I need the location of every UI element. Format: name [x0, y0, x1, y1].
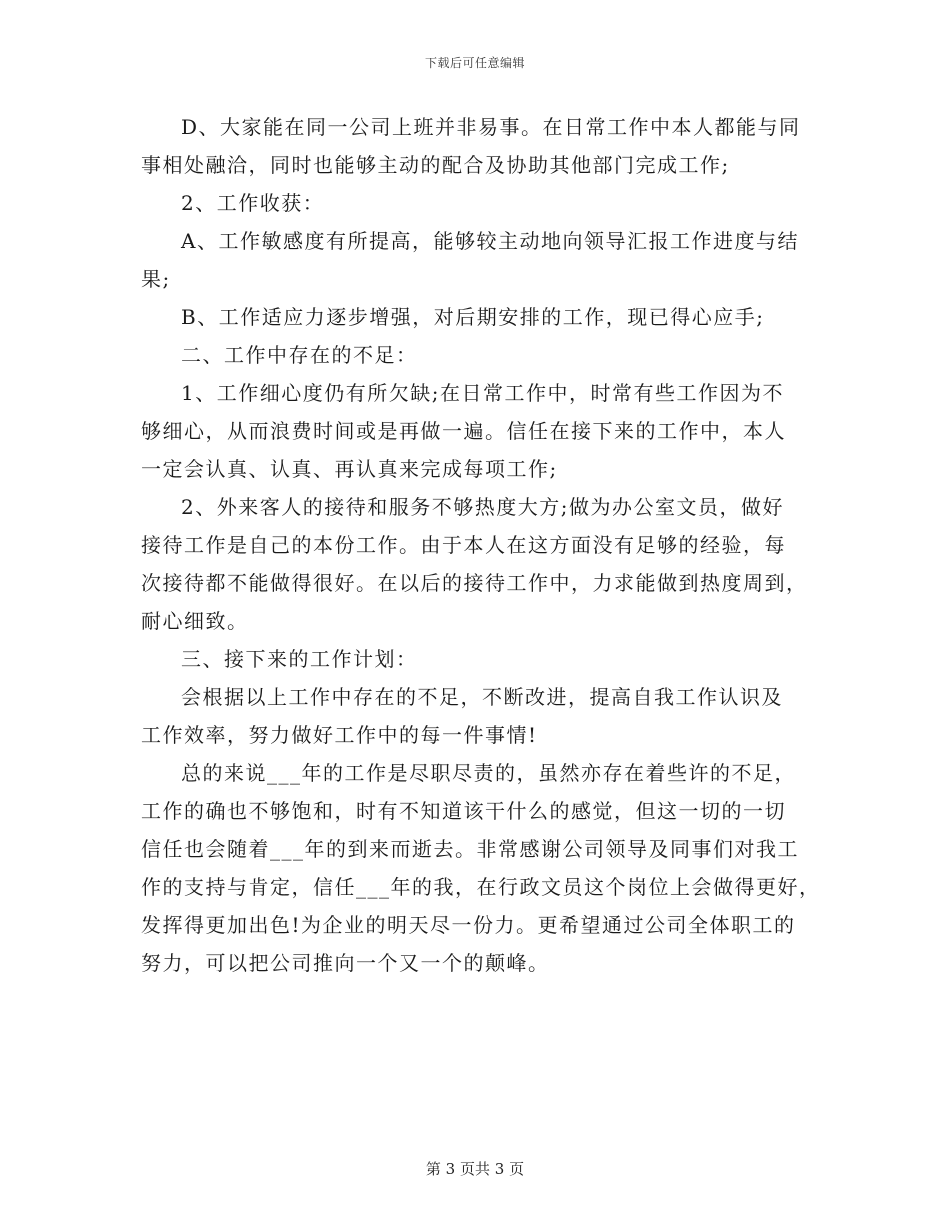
paragraph	[141, 640, 813, 678]
paragraph-line: 接待工作是自己的本份工作。由于本人在这方面没有足够的经验，每	[141, 533, 786, 557]
paragraph	[141, 184, 813, 222]
paragraph	[141, 336, 813, 374]
paragraph-line: 够细心，从而浪费时间或是再做一遍。信任在接下来的工作中，本人	[141, 419, 786, 443]
paragraph-line: 事相处融洽，同时也能够主动的配合及协助其他部门完成工作;	[141, 153, 730, 177]
paragraph-line: 信任也会随着___年的到来而逝去。非常感谢公司领导及同事们对我工	[141, 837, 799, 861]
paragraph-line: 发挥得更加出色!为企业的明天尽一份力。更希望通过公司全体职工的	[141, 913, 796, 937]
paragraph-line: 二、工作中存在的不足：	[181, 343, 418, 367]
paragraph	[141, 488, 813, 640]
paragraph-line: 总的来说___年的工作是尽职尽责的，虽然亦存在着些许的不足，	[181, 761, 796, 785]
paragraph-line: 2、外来客人的接待和服务不够热度大方;做为办公室文员，做好	[181, 495, 784, 519]
page-number: 第 3 页共 3 页	[425, 1160, 525, 1178]
paragraph	[141, 108, 813, 184]
paragraph	[141, 222, 813, 298]
paragraph-line: 1、工作细心度仍有所欠缺;在日常工作中，时常有些工作因为不	[181, 381, 784, 405]
paragraph-line: 一定会认真、认真、再认真来完成每项工作;	[141, 457, 558, 481]
paragraph-line: 三、接下来的工作计划：	[181, 647, 418, 671]
paragraph-line: 作的支持与肯定，信任___年的我，在行政文员这个岗位上会做得更好，	[141, 875, 821, 899]
paragraph-line: 耐心细致。	[141, 609, 249, 633]
paragraph	[141, 298, 813, 336]
paragraph-line: 2、工作收获：	[181, 191, 325, 215]
paragraph-line: 工作效率，努力做好工作中的每一件事情!	[141, 723, 538, 747]
page-header: 下载后可任意编辑	[424, 56, 525, 70]
paragraph-line: 努力，可以把公司推向一个又一个的颠峰。	[141, 951, 550, 975]
paragraph-line: D、大家能在同一公司上班并非易事。在日常工作中本人都能与同	[181, 115, 801, 139]
paragraph-line: 果;	[141, 267, 171, 291]
paragraph-line: 工作的确也不够饱和，时有不知道该干什么的感觉，但这一切的一切	[141, 799, 786, 823]
paragraph-line: 次接待都不能做得很好。在以后的接待工作中，力求能做到热度周到，	[141, 571, 808, 595]
paragraph-line: 会根据以上工作中存在的不足，不断改进，提高自我工作认识及	[181, 685, 783, 709]
paragraph-line: B、工作适应力逐步增强，对后期安排的工作，现已得心应手;	[181, 305, 765, 329]
paragraph	[141, 754, 821, 982]
document-body	[141, 108, 821, 982]
paragraph	[141, 374, 813, 488]
paragraph	[141, 678, 813, 754]
paragraph-line: A、工作敏感度有所提高，能够较主动地向领导汇报工作进度与结	[181, 229, 799, 253]
